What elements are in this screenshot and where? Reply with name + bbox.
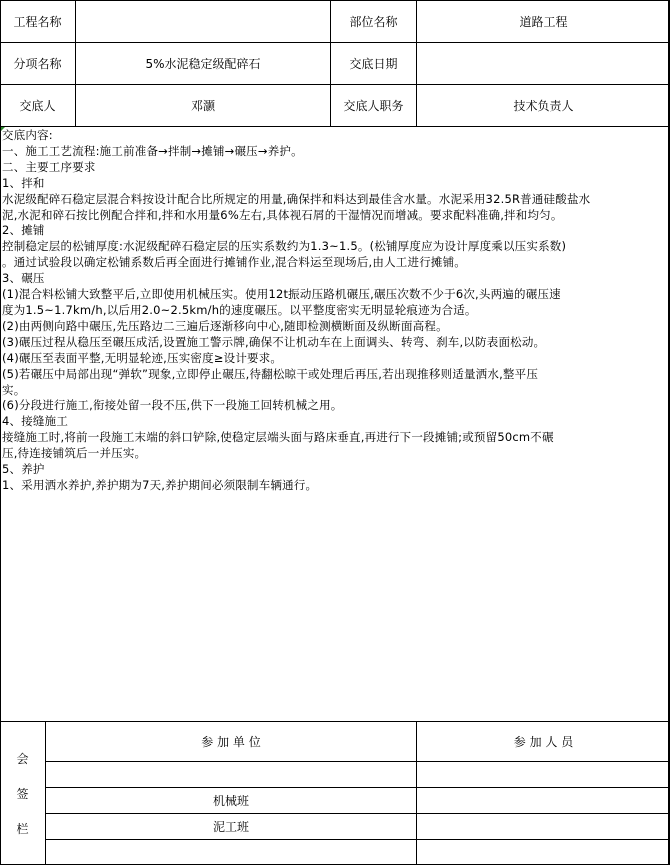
signoff-unit-cell[interactable]: 机械班 (212, 794, 249, 808)
content-line: 1、采用洒水养护,养护期为7天,养护期间必须限制车辆通行。 (2, 477, 318, 492)
briefer-label: 交底人 (19, 98, 56, 113)
content-line: 一、施工工艺流程:施工前准备→拌制→摊铺→碾压→养护。 (2, 143, 303, 158)
part-name-label: 部位名称 (349, 14, 398, 29)
content-line: 2、摊铺 (2, 223, 45, 238)
briefer-position-label: 交底人职务 (343, 98, 404, 113)
signoff-person-cell[interactable] (417, 840, 670, 865)
content-line: 实。 (2, 382, 26, 397)
signoff-side-char: 会 (16, 752, 29, 766)
content-line: (3)碾压过程从稳压至碾压成活,设置施工警示牌,确保不让机动车在上面调头、转弯、刹车,以防表面松动。 (2, 334, 546, 349)
signoff-person-cell[interactable] (417, 814, 670, 839)
briefing-date-label: 交底日期 (349, 56, 398, 71)
content-line: (4)碾压至表面平整,无明显轮迹,压实密度≥设计要求。 (2, 350, 283, 365)
signoff-side-label (0, 722, 45, 865)
content-line: 。通过试验段以确定松铺系数后再全面进行摊铺作业,混合料运至现场后,由人工进行摊铺。 (2, 255, 467, 270)
content-line: 二、主要工序要求 (2, 159, 96, 174)
briefing-content[interactable] (2, 128, 668, 718)
briefing-date-value[interactable] (417, 42, 670, 84)
grid-line (0, 126, 670, 127)
signoff-unit-cell[interactable]: 泥工班 (212, 820, 249, 834)
content-line: 度为1.5~1.7km/h,以后用2.0~2.5km/h的速度碾压。以平整度密实无明显轮痕迹为合适。 (2, 302, 477, 317)
sub-item-name-value[interactable]: 5%水泥稳定级配碎石 (145, 56, 261, 71)
content-line: 5、养护 (2, 462, 45, 477)
signoff-person-cell[interactable] (417, 762, 670, 787)
participating-person-header: 参 加 人 员 (513, 735, 574, 749)
signoff-person-cell[interactable] (417, 788, 670, 813)
briefer-position-value[interactable]: 技术负责人 (513, 98, 574, 113)
project-name-value[interactable] (76, 0, 330, 42)
content-line: (2)由两侧向路中碾压,先压路边二三遍后逐渐移向中心,随即检测横断面及纵断面高程。 (2, 318, 448, 333)
content-line: 压,待连接铺筑后一并压实。 (2, 446, 147, 461)
signoff-side-char: 签 (16, 787, 29, 801)
signoff-side-char: 栏 (16, 822, 29, 836)
participating-unit-header: 参 加 单 位 (201, 735, 261, 749)
signoff-unit-cell[interactable] (46, 840, 416, 865)
content-line: 3、碾压 (2, 271, 45, 286)
content-line: (1)混合料松铺大致整平后,立即使用机械压实。使用12t振动压路机碾压,碾压次数不少于6次,头两遍的碾压速 (2, 287, 561, 302)
content-line: 接缝施工时,将前一段施工末端的斜口铲除,使稳定层端头面与路床垂直,再进行下一段摊铺;或预留50cm不碾 (2, 430, 554, 445)
content-line: 控制稳定层的松铺厚度:水泥级配碎石稳定层的压实系数约为1.3~1.5。(松铺厚度应为设计厚度乘以压实系数) (2, 239, 567, 254)
content-line: 1、拌和 (2, 175, 45, 190)
content-line: (6)分段进行施工,衔接处留一段不压,供下一段施工回转机械之用。 (2, 398, 343, 413)
sub-item-name-label: 分项名称 (13, 56, 62, 71)
content-line: (5)若碾压中局部出现“弹软”现象,立即停止碾压,待翻松晾干或处理后再压,若出现推移则适量洒水,整平压 (2, 366, 539, 381)
content-line: 水泥级配碎石稳定层混合料按设计配合比所规定的用量,确保拌和料达到最佳含水量。水泥采用32.5R普通硅酸盐水 (2, 191, 591, 206)
project-name-label: 工程名称 (13, 14, 62, 29)
content-line: 4、接缝施工 (2, 414, 69, 429)
signoff-unit-cell[interactable] (46, 762, 416, 787)
briefer-value[interactable]: 邓灏 (190, 98, 215, 113)
part-name-value[interactable]: 道路工程 (519, 14, 568, 29)
content-title: 交底内容: (2, 128, 53, 142)
content-line: 泥,水泥和碎石按比例配合拌和,拌和水用量6%左右,具体视石屑的干湿情况而增减。要求配料准确,拌和均匀。 (2, 207, 563, 222)
